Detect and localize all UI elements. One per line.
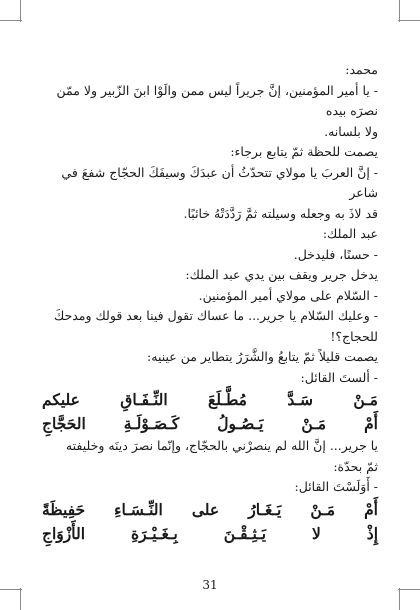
page-number: 31 xyxy=(202,578,218,592)
stage-direction: يصمت للحظة ثمّ يتابع برجاء: xyxy=(230,144,378,159)
poem-verse: أَمْ مَـنْ يَـغَـارُ على النِّـسَـاءِ حَفِيظَةً xyxy=(42,499,378,519)
dialogue-line: - السّلام على مولاي أمير المؤمنين. xyxy=(198,287,378,303)
body-text xyxy=(42,60,378,546)
crop-mark xyxy=(398,20,420,21)
crop-mark xyxy=(20,0,21,22)
poem-verse: مَـنْ سَـدَّ مُطَّـلَعَ النِّـفَـاقِ عليكم xyxy=(42,390,378,409)
dialogue-line: قد لاذَ به وجعله وسيلته ثمَّ رَدَّدَتْهُ خائبًا. xyxy=(183,205,378,221)
dialogue-line: ولا بلسانه. xyxy=(324,123,378,139)
dialogue-line: - إنَّ العربَ يا مولاي تتحدّثُ أن عبدَكَ وسيفَكَ الحجّاج شفعَ في شاعر xyxy=(61,164,378,200)
stage-direction: يدخل جرير ويقف بين يدي عبد الملك: xyxy=(185,267,378,282)
dialogue-line: - وعليك السّلام يا جرير... ما عساك تقول فينا بعد قولك ومدحكَ xyxy=(53,308,378,323)
crop-mark xyxy=(0,20,22,21)
dialogue-line: - يا أمير المؤمنين، إنَّ جريراً ليس ممن والَوْا ابنَ الزّبير ولا ممّن نصرَه بيده xyxy=(56,82,378,118)
dialogue-line: يا جرير... إنَّ الله لم ينصرْني بالحجّاج، وإنّما نصرَ دينَه وخليفته xyxy=(65,438,378,453)
stage-direction: يصمت قليلاً ثمّ يتابعُ والشَّرَرُ يتطاير من عينيه: xyxy=(147,349,378,364)
crop-mark xyxy=(399,0,400,22)
dialogue-line: - حسنًا، فليدخل. xyxy=(293,246,378,262)
dialogue-line: للحجاج؟! xyxy=(330,328,378,344)
stage-direction: ثمّ بحدّة: xyxy=(333,458,378,474)
speaker-name: عبد الملك: xyxy=(322,226,378,241)
speaker-name: محمد: xyxy=(345,62,378,77)
dialogue-line: - أَوَلَسْتَ القائل: xyxy=(294,479,378,494)
dialogue-line: - ألستَ القائل: xyxy=(300,369,378,385)
poem-verse: إِذْ لا يَـثِـقْـنَ بِـغَـيْـرَةِ الأَزْوَاجِ xyxy=(42,523,378,543)
poem-verse: أَمْ مَـنْ يَـصُـولُ كَـصَـوْلَـةِ الحَجَّاجِ xyxy=(42,414,378,433)
